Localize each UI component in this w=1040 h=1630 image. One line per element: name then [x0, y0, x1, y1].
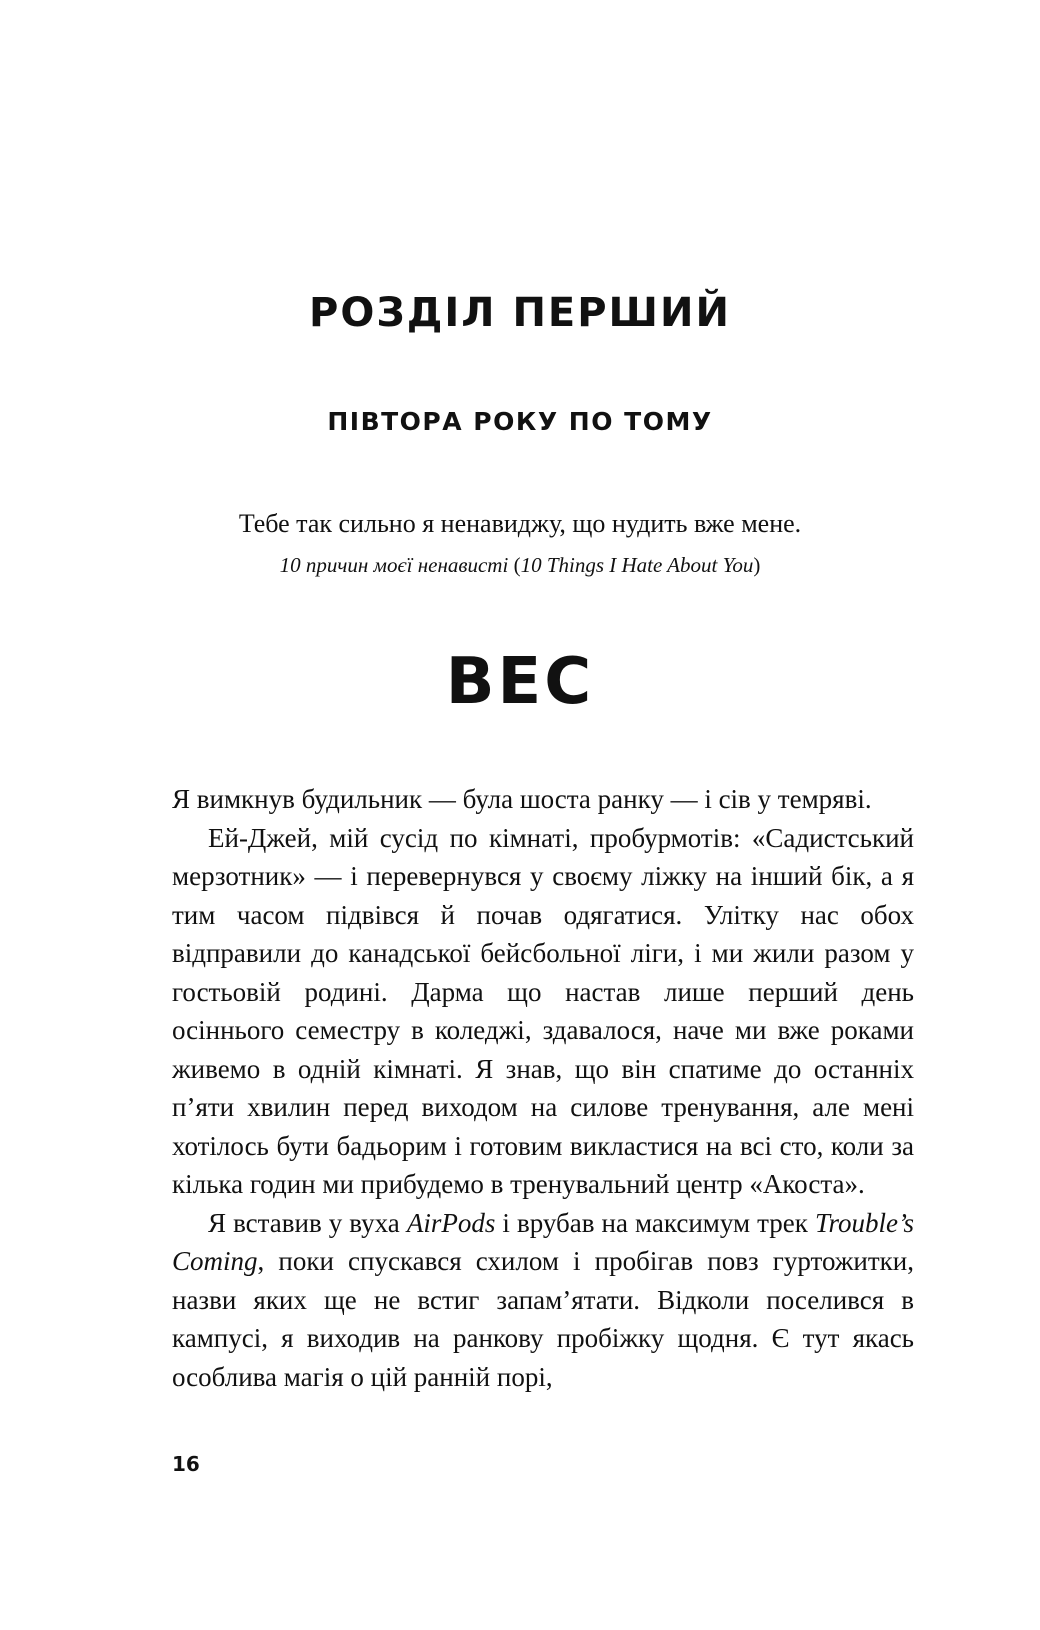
airpods-term: AirPods: [406, 1207, 496, 1238]
paragraph-3-part-c: , поки спускався схилом і пробігав повз гуртожитки, назви яких ще не встиг запам’ятати. Відколи поселився в кампусі, я виходив на ранкову пробіжку щодня. Є тут якась особлива магія о цій ранній порі,: [172, 1246, 914, 1392]
chapter-title: РОЗДІЛ ПЕРШИЙ: [309, 290, 731, 336]
epigraph-source-title-en: 10 Things I Hate About You: [520, 553, 754, 577]
epigraph-paren-close: ): [753, 553, 761, 577]
paragraph-2: Ей-Джей, мій сусід по кімнаті, пробурмотів: «Садистський мерзотник» — і перевернувся у своєму ліжку на інший бік, а я тим часом підвівся й почав одягатися. Улітку нас обох відправили до канадської бейсбольної ліги, і ми жили разом у гостьовій родині. Дарма що настав лише перший день осіннього семестру в коледжі, здавалося, наче ми вже роками живемо в одній кімнаті. Я знав, що він спатиме до останніх п’яти хвилин перед виходом на силове тренування, але мені хотілось бути бадьорим і готовим викластися на всі сто, коли за кілька годин ми прибудемо в тренувальний центр «Акоста».: [172, 822, 914, 1199]
track-title: Trouble’s Coming: [172, 1207, 914, 1276]
body-text: [172, 780, 914, 1396]
epigraph: [0, 508, 1040, 578]
paragraph-3-part-b: і врубав на максимум трек: [495, 1207, 815, 1238]
chapter-subtitle: ПІВТОРА РОКУ ПО ТОМУ: [327, 407, 713, 436]
paragraph-1: Я вимкнув будильник — була шоста ранку — і сів у темряві.: [172, 784, 872, 814]
page-number: 16: [172, 1452, 200, 1476]
narrator-heading: ВЕС: [445, 645, 595, 719]
epigraph-source-title-ua: 10 причин моєї ненависті: [279, 553, 509, 577]
epigraph-quote: Тебе так сильно я ненавиджу, що нудить вже мене.: [238, 509, 802, 538]
epigraph-source: [0, 552, 1040, 578]
paragraph-3: [172, 1204, 914, 1397]
paragraph-3-part-a: Я вставив у вуха: [208, 1207, 407, 1238]
epigraph-paren-open: (: [508, 553, 521, 577]
